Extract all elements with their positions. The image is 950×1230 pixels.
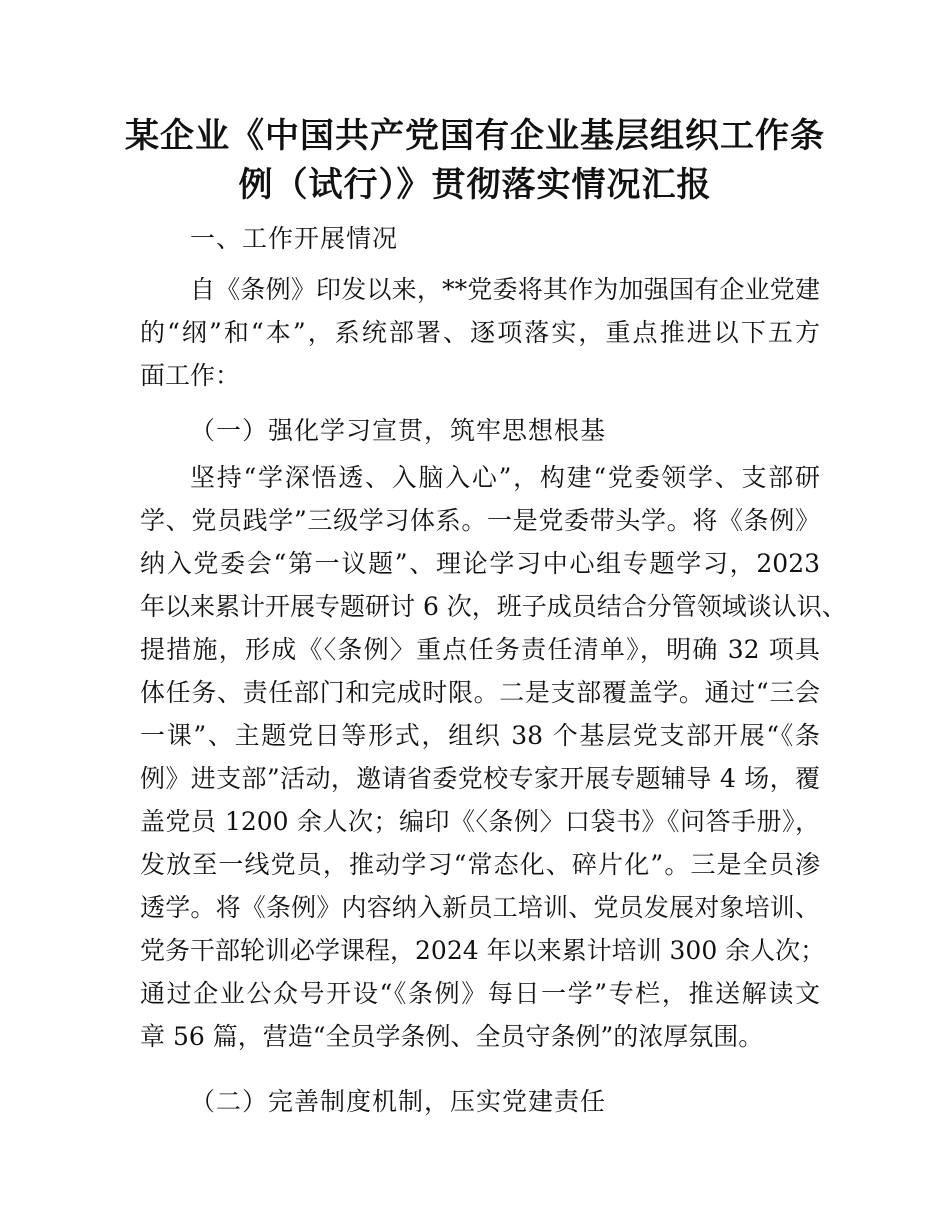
paragraph-line: 透学。将《条例》内容纳入新员工培训、党员发展对象培训、 [140, 893, 820, 922]
paragraph-line: 发放至一线党员，推动学习“常态化、碎片化”。三是全员渗 [140, 850, 820, 879]
paragraph-line: 面工作： [140, 361, 241, 390]
subsection-heading-institutions: （二）完善制度机制，压实党建责任 [190, 1087, 607, 1116]
paragraph-line: 纳入党委会“第一议题”、理论学习中心组专题学习，2023 [140, 549, 820, 578]
paragraph-line: 章 56 篇，营造“全员学条例、全员守条例”的浓厚氛围。 [140, 1022, 764, 1051]
paragraph-line: 例》进支部”活动，邀请省委党校专家开展专题辅导 4 场，覆 [140, 764, 820, 793]
paragraph-line: 党务干部轮训必学课程，2024 年以来累计培训 300 余人次； [140, 936, 826, 965]
paragraph-line: 坚持“学深悟透、入脑入心”，构建“党委领学、支部研 [190, 463, 820, 492]
paragraph-line: 年以来累计开展专题研讨 6 次，班子成员结合分管领域谈认识、 [140, 592, 847, 621]
intro-paragraph [140, 268, 820, 397]
title-line-1: 某企业《中国共产党国有企业基层组织工作条 [125, 116, 825, 156]
section-heading-work-progress: 一、工作开展情况 [190, 224, 399, 253]
study-paragraph [140, 456, 847, 1058]
paragraph-line: 盖党员 1200 余人次；编印《〈条例〉口袋书》《问答手册》， [140, 807, 820, 836]
paragraph-line: 通过企业公众号开设“《条例》每日一学”专栏，推送解读文 [140, 979, 820, 1008]
paragraph-line: 自《条例》印发以来，**党委将其作为加强国有企业党建 [190, 275, 820, 304]
paragraph-line: 体任务、责任部门和完成时限。二是支部覆盖学。通过“三会 [140, 678, 820, 707]
paragraph-line: 一课”、主题党日等形式，组织 38 个基层党支部开展“《条 [140, 721, 820, 750]
title-line-2: 例（试行）》贯彻落实情况汇报 [238, 165, 712, 205]
document-title [120, 112, 830, 210]
paragraph-line: 学、党员践学”三级学习体系。一是党委带头学。将《条例》 [140, 506, 820, 535]
subsection-heading-study: （一）强化学习宣贯，筑牢思想根基 [190, 416, 607, 445]
paragraph-line: 的“纲”和“本”，系统部署、逐项落实，重点推进以下五方 [140, 318, 820, 347]
paragraph-line: 提措施，形成《〈条例〉重点任务责任清单》，明确 32 项具 [140, 635, 820, 664]
